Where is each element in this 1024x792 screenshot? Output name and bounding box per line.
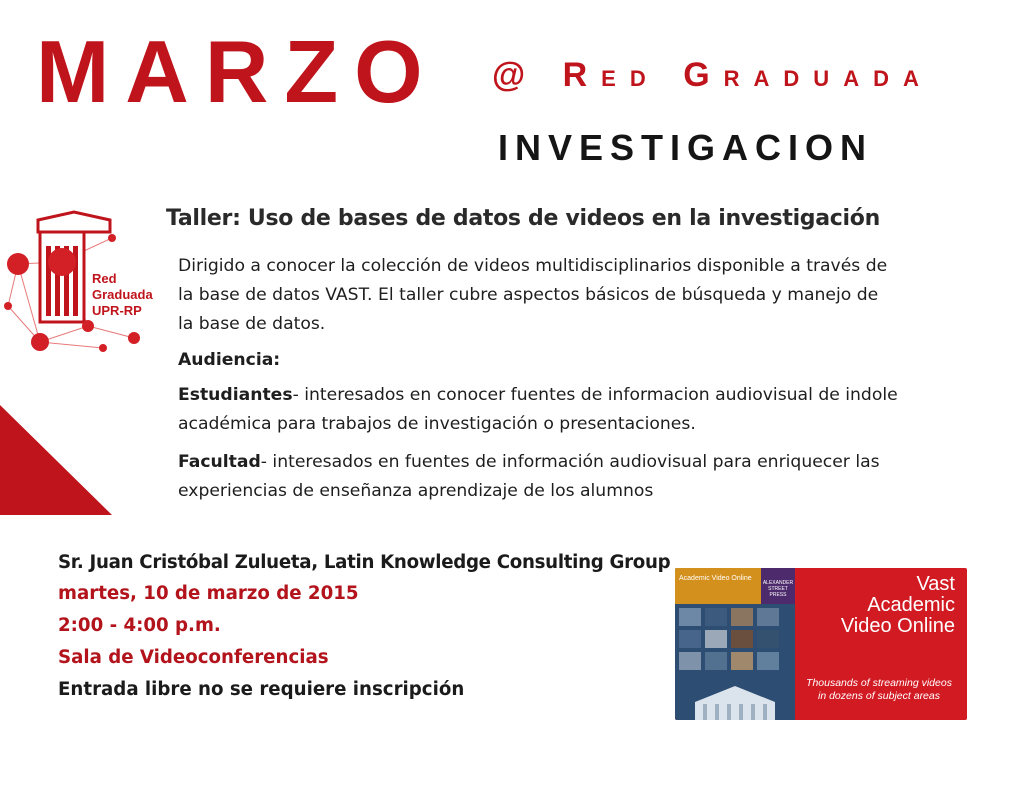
org-word-graduada-initial: G: [683, 56, 724, 94]
logo-line-red: Red: [92, 271, 117, 286]
students-label: Estudiantes: [178, 385, 293, 405]
logo-line-graduada: Graduada: [92, 287, 153, 302]
vast-subtitle-line2: in dozens of subject areas: [818, 690, 940, 702]
faculty-paragraph: [178, 448, 908, 506]
entry-note: Entrada libre no se requiere inscripción: [58, 679, 465, 700]
building-image: [685, 680, 785, 720]
vast-title-line1: Vast: [916, 573, 955, 595]
vast-title-line3: Video Online: [840, 615, 955, 637]
workshop-title: Taller: Uso de bases de datos de videos en la investigación: [166, 206, 880, 231]
month-heading: MARZO: [36, 22, 439, 121]
logo-line-upr: UPR-RP: [92, 303, 142, 318]
org-word-graduada-rest: RADUADA: [723, 66, 933, 91]
vast-left-label: Academic Video Online: [679, 575, 752, 582]
audience-label: Audiencia:: [178, 350, 281, 370]
org-word-red-rest: ED: [601, 66, 660, 91]
faculty-text: - interesados en fuentes de información audiovisual para enriquecer las experiencias de enseñanza aprendizaje de los alumnos: [178, 452, 880, 501]
faculty-label: Facultad: [178, 452, 261, 472]
decorative-triangle: [0, 405, 112, 515]
vast-title-line2: Academic: [867, 594, 955, 616]
vast-subtitle: [797, 677, 961, 703]
section-heading: INVESTIGACION: [498, 127, 874, 168]
org-word-red-initial: R: [562, 56, 602, 94]
vast-subtitle-line1: Thousands of streaming videos: [806, 677, 952, 689]
publisher-logo: ALEXANDER STREET PRESS: [761, 568, 795, 604]
event-room: Sala de Videoconferencias: [58, 647, 329, 668]
vast-title: [803, 574, 955, 637]
students-paragraph: [178, 381, 908, 439]
event-date: martes, 10 de marzo de 2015: [58, 583, 359, 604]
event-time: 2:00 - 4:00 p.m.: [58, 615, 221, 636]
vast-banner: [675, 568, 967, 720]
workshop-description: Dirigido a conocer la colección de videos multidisciplinarios disponible a través de la base de datos VAST. El taller cubre aspectos básicos de búsqueda y manejo de la base de datos.: [178, 256, 888, 334]
students-text: - interesados en conocer fuentes de informacion audiovisual de indole académica para trabajos de investigación o presentaciones.: [178, 385, 898, 434]
logo-text: [92, 271, 153, 319]
speaker-line: Sr. Juan Cristóbal Zulueta, Latin Knowledge Consulting Group: [58, 552, 671, 573]
org-heading: [492, 58, 933, 92]
at-symbol: @: [492, 56, 540, 94]
